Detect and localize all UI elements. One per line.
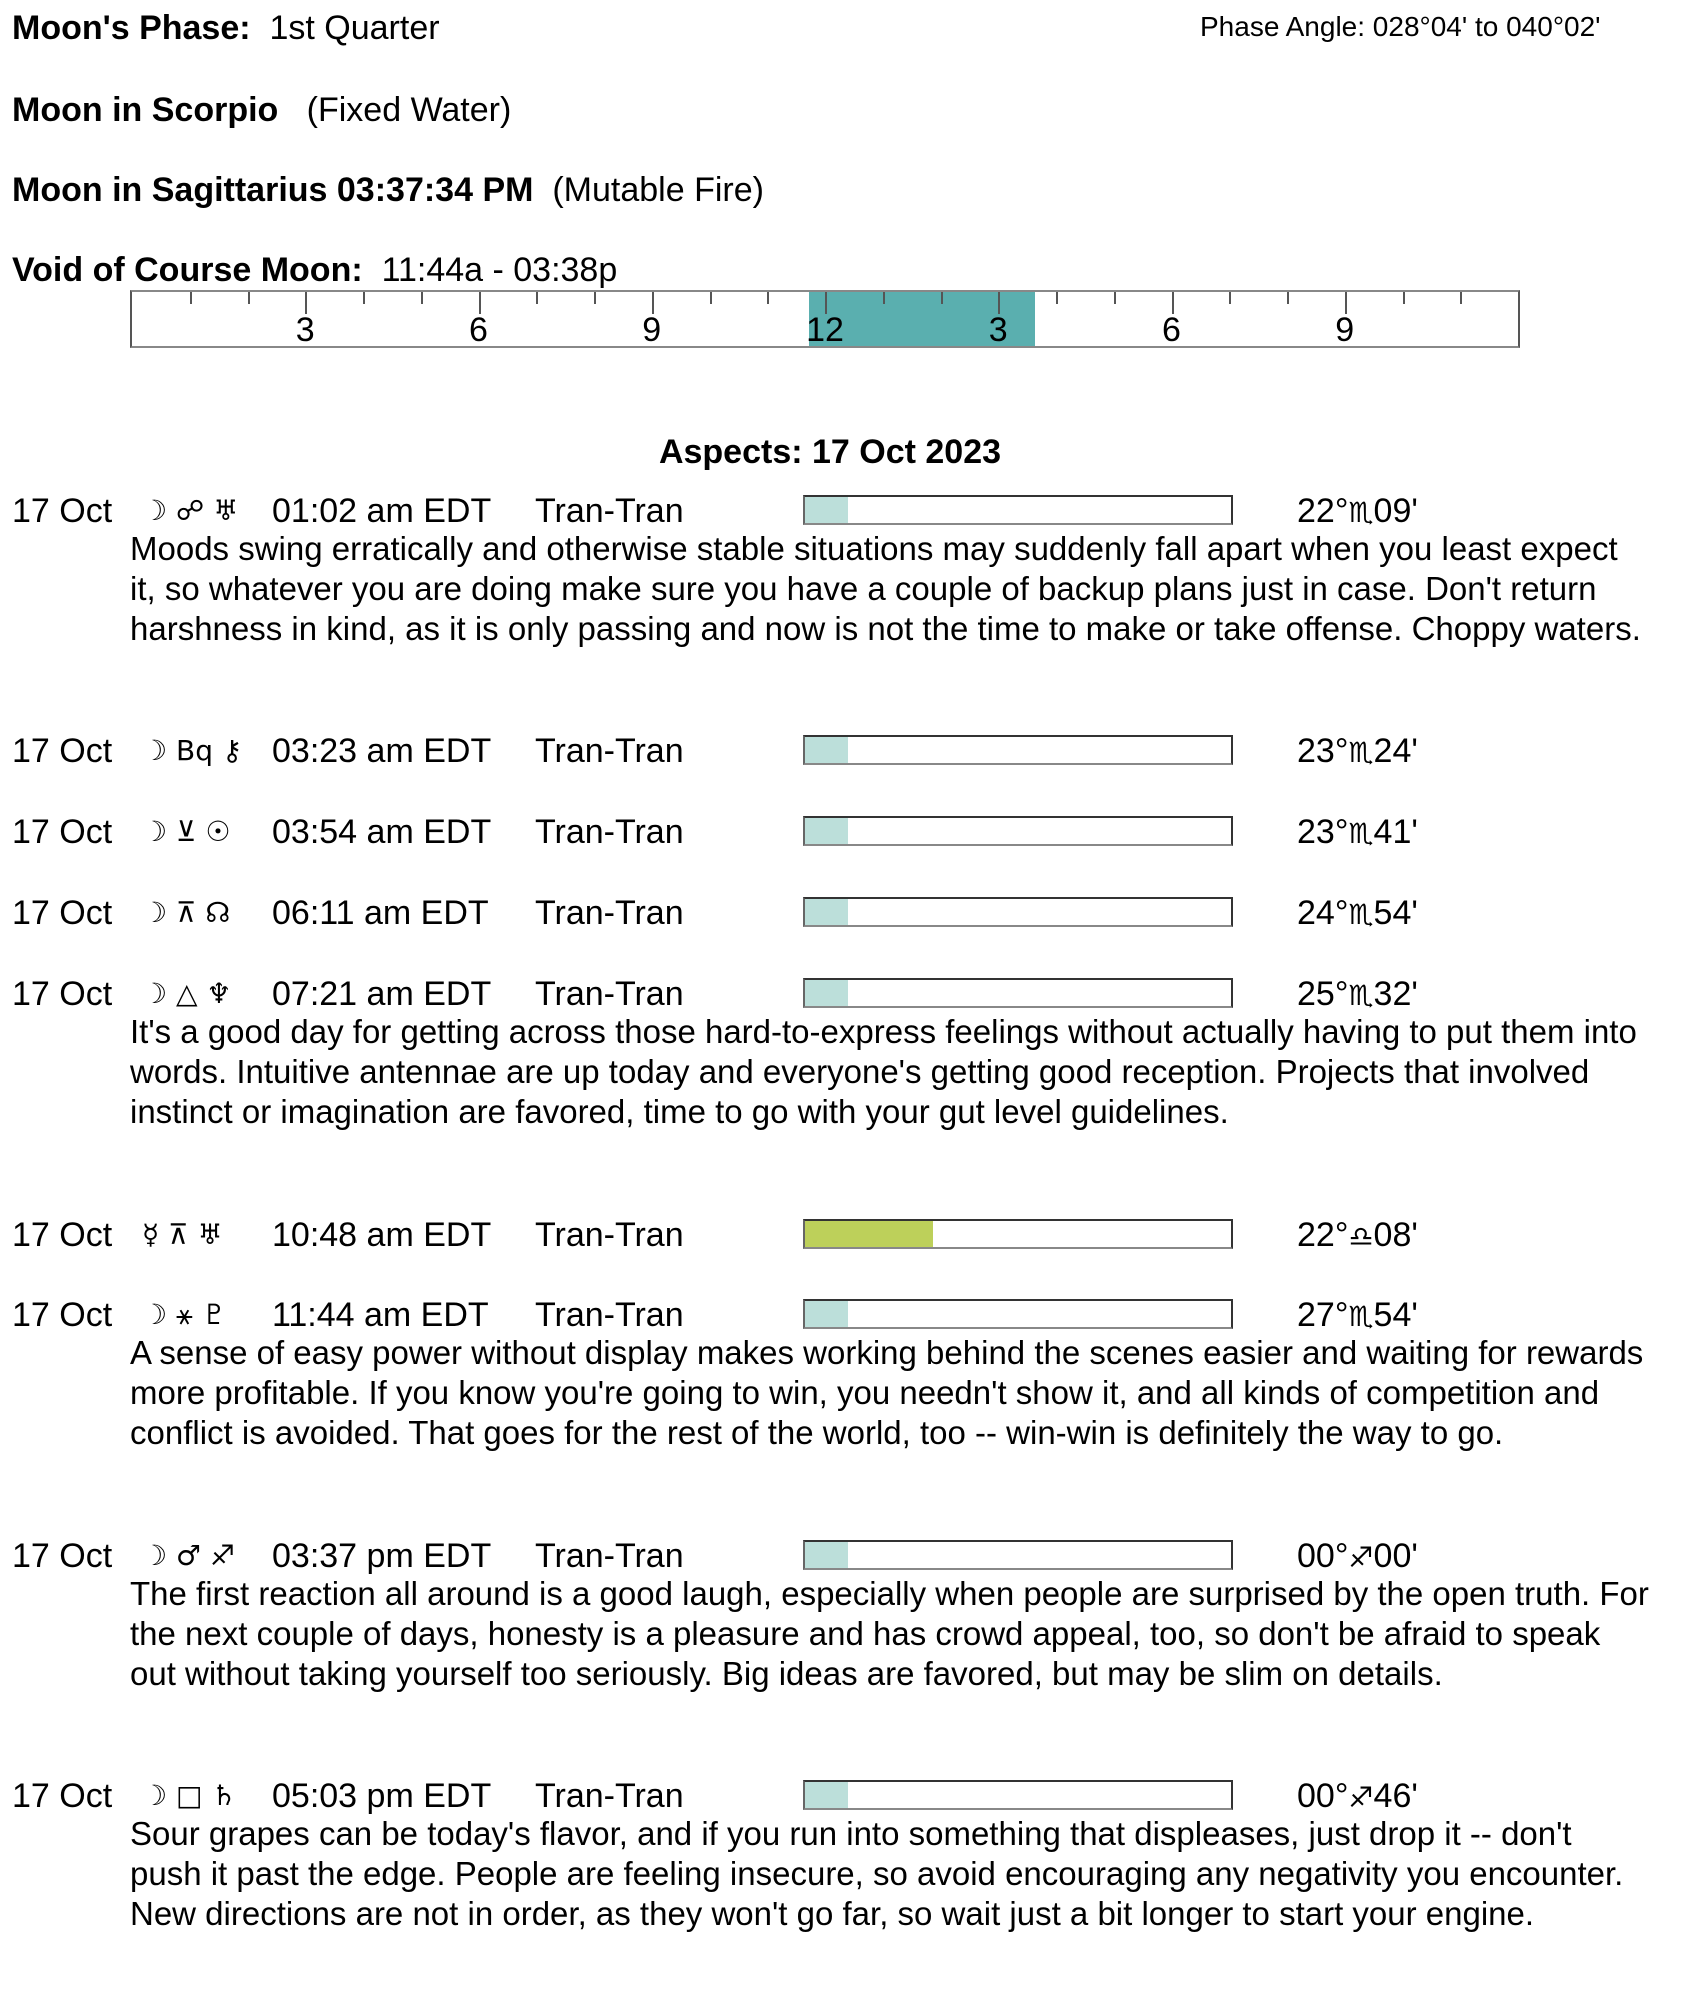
aspect-row xyxy=(12,812,1672,852)
moon-ingress-label: Moon in Sagittarius 03:37:34 PM xyxy=(12,171,534,209)
aspect-position xyxy=(1297,731,1418,773)
aspect-date: 17 Oct xyxy=(12,1777,113,1815)
aspect-time: 11:44 am EDT xyxy=(272,1296,489,1334)
aspect-row xyxy=(12,1295,1672,1335)
aspect-strength-fill xyxy=(805,899,848,925)
zodiac-sign-icon: ♏ xyxy=(1348,979,1374,1012)
aspect-time: 07:21 am EDT xyxy=(272,975,492,1013)
aspect-position xyxy=(1297,974,1418,1016)
ruler-tick xyxy=(767,292,769,304)
aspect-description: The first reaction all around is a good laugh, especially when people are surprised by the open truth. For the next couple of days, honesty is a pleasure and has crowd appeal, too, so don't be afraid to speak out without taking yourself too seriously. Big ideas are favored, but may be slim on details. xyxy=(130,1575,1649,1692)
aspect-glyphs-icon: ☽ □ ♄ xyxy=(142,1779,237,1812)
aspect-minutes: 54' xyxy=(1373,894,1418,932)
voc-value: 11:44a - 03:38p xyxy=(381,251,618,289)
aspect-glyphs-icon: ☽ ♂ ♐ xyxy=(142,1539,236,1572)
ruler-hour-label: 9 xyxy=(1335,311,1355,349)
aspect-strength-fill xyxy=(805,737,848,763)
phase-angle: Phase Angle: 028°04' to 040°02' xyxy=(1200,11,1601,42)
ruler-hour-label: 9 xyxy=(642,311,662,349)
ruler-hour-label: 12 xyxy=(806,311,844,349)
aspect-degree: 24° xyxy=(1297,894,1349,932)
ruler-tick xyxy=(1056,292,1058,304)
aspect-position xyxy=(1297,491,1418,533)
aspect-position xyxy=(1297,812,1418,854)
aspect-row xyxy=(12,1776,1672,1816)
aspect-time: 03:23 am EDT xyxy=(272,732,492,770)
aspect-degree: 00° xyxy=(1297,1537,1349,1575)
aspect-date: 17 Oct xyxy=(12,1296,113,1334)
ruler-tick xyxy=(248,292,250,304)
aspect-kind: Tran-Tran xyxy=(535,1216,684,1254)
aspect-time: 03:54 am EDT xyxy=(272,813,492,851)
aspect-minutes: 08' xyxy=(1373,1216,1418,1254)
zodiac-sign-icon: ♏ xyxy=(1348,496,1374,529)
ruler-tick xyxy=(421,292,423,304)
aspect-row xyxy=(12,491,1672,531)
moon-ingress-line xyxy=(12,170,764,210)
moon-ingress-quality: (Mutable Fire) xyxy=(552,171,764,209)
aspect-strength-bar xyxy=(803,816,1233,846)
aspect-degree: 23° xyxy=(1297,813,1349,851)
aspect-minutes: 41' xyxy=(1373,813,1418,851)
ruler-hour-label: 3 xyxy=(295,311,315,349)
aspect-date: 17 Oct xyxy=(12,894,113,932)
moon-sign-label: Moon in Scorpio xyxy=(12,91,279,129)
aspect-description: A sense of easy power without display makes working behind the scenes easier and waiting for rewards more profitable. If you know you're going to win, you needn't show it, and all kinds of competition and conflict is avoided. That goes for the rest of the world, too -- win-win is definitely the way to go. xyxy=(130,1334,1644,1451)
moon-sign-line xyxy=(12,90,511,130)
zodiac-sign-icon: ♐ xyxy=(1348,1541,1374,1574)
aspect-kind: Tran-Tran xyxy=(535,1537,684,1575)
aspect-date: 17 Oct xyxy=(12,1537,113,1575)
aspect-position xyxy=(1297,1295,1418,1337)
aspect-position xyxy=(1297,1215,1418,1257)
aspect-description: Sour grapes can be today's flavor, and if you run into something that displeases, just drop it -- don't push it past the edge. People are feeling insecure, so avoid encouraging any negativity you encounter. New directions are not in order, as they won't go far, so wait just a bit longer to start your engine. xyxy=(130,1815,1624,1932)
aspect-glyphs-icon: ☽ ⊼ ☊ xyxy=(142,896,231,929)
aspect-strength-bar xyxy=(803,978,1233,1008)
void-of-course-timeline xyxy=(130,290,1520,348)
aspect-strength-fill xyxy=(805,1782,848,1808)
aspect-strength-bar xyxy=(803,495,1233,525)
aspect-degree: 23° xyxy=(1297,732,1349,770)
ruler-tick xyxy=(1460,292,1462,304)
aspect-degree: 22° xyxy=(1297,492,1349,530)
aspect-kind: Tran-Tran xyxy=(535,975,684,1013)
aspect-strength-fill xyxy=(805,980,848,1006)
aspect-strength-fill xyxy=(805,1542,848,1568)
aspect-kind: Tran-Tran xyxy=(535,813,684,851)
aspect-description: Moods swing erratically and otherwise stable situations may suddenly fall apart when you least expect it, so whatever you are doing make sure you have a couple of backup plans just in case. Don't return harshness in kind, as it is only passing and now is not the time to make or take offense. Choppy waters. xyxy=(130,530,1641,647)
ruler-tick xyxy=(1287,292,1289,304)
ruler-tick xyxy=(594,292,596,304)
aspect-kind: Tran-Tran xyxy=(535,1296,684,1334)
zodiac-sign-icon: ♏ xyxy=(1348,898,1374,931)
aspect-strength-bar xyxy=(803,897,1233,927)
zodiac-sign-icon: ♏ xyxy=(1348,736,1374,769)
aspect-degree: 25° xyxy=(1297,975,1349,1013)
ruler-tick xyxy=(1114,292,1116,304)
aspect-glyphs-icon: ☿ ⊼ ♅ xyxy=(142,1218,223,1251)
aspect-strength-bar xyxy=(803,1540,1233,1570)
aspect-time: 01:02 am EDT xyxy=(272,492,492,530)
aspect-glyphs-icon: ☽ ⚹ ♇ xyxy=(142,1298,227,1331)
aspect-date: 17 Oct xyxy=(12,492,113,530)
aspect-kind: Tran-Tran xyxy=(535,732,684,770)
moon-phase-value: 1st Quarter xyxy=(269,9,440,47)
aspect-position xyxy=(1297,1776,1418,1818)
aspect-strength-fill xyxy=(805,1221,933,1247)
ruler-tick xyxy=(536,292,538,304)
void-of-course-line xyxy=(12,250,617,290)
aspect-position xyxy=(1297,1536,1418,1578)
aspects-title: Aspects: 17 Oct 2023 xyxy=(658,433,1002,471)
aspect-kind: Tran-Tran xyxy=(535,894,684,932)
ruler-tick xyxy=(941,292,943,304)
aspect-strength-bar xyxy=(803,735,1233,765)
aspect-minutes: 24' xyxy=(1373,732,1418,770)
moon-phase-line xyxy=(12,8,440,48)
aspect-degree: 00° xyxy=(1297,1777,1349,1815)
aspect-date: 17 Oct xyxy=(12,732,113,770)
aspect-minutes: 00' xyxy=(1373,1537,1418,1575)
aspect-kind: Tran-Tran xyxy=(535,492,684,530)
aspect-row xyxy=(12,974,1672,1014)
aspect-row xyxy=(12,893,1672,933)
aspect-date: 17 Oct xyxy=(12,1216,113,1254)
zodiac-sign-icon: ♏ xyxy=(1348,1300,1374,1333)
aspect-row xyxy=(12,1215,1672,1255)
aspect-row xyxy=(12,731,1672,771)
ruler-hour-label: 3 xyxy=(988,311,1008,349)
aspect-glyphs-icon: ☽ △ ♆ xyxy=(142,977,232,1010)
aspect-minutes: 46' xyxy=(1373,1777,1418,1815)
zodiac-sign-icon: ♏ xyxy=(1348,817,1374,850)
aspect-position xyxy=(1297,893,1418,935)
aspect-strength-fill xyxy=(805,818,848,844)
ruler-tick xyxy=(1229,292,1231,304)
ruler-tick xyxy=(1403,292,1405,304)
aspect-time: 10:48 am EDT xyxy=(272,1216,492,1254)
aspect-strength-fill xyxy=(805,497,848,523)
aspect-strength-bar xyxy=(803,1780,1233,1810)
ruler-hour-label: 6 xyxy=(469,311,488,349)
aspect-time: 06:11 am EDT xyxy=(272,894,489,932)
aspect-date: 17 Oct xyxy=(12,813,113,851)
aspect-strength-bar xyxy=(803,1299,1233,1329)
moon-sign-quality: (Fixed Water) xyxy=(306,91,512,129)
zodiac-sign-icon: ♎ xyxy=(1348,1220,1374,1253)
voc-label: Void of Course Moon: xyxy=(12,251,363,289)
aspect-time: 05:03 pm EDT xyxy=(272,1777,492,1815)
ruler-tick xyxy=(363,292,365,304)
aspect-minutes: 09' xyxy=(1373,492,1418,530)
aspect-description: It's a good day for getting across those hard-to-express feelings without actually having to put them into words. Intuitive antennae are up today and everyone's getting good reception. Projects that involved instinct or imagination are favored, time to go with your gut level guidelines. xyxy=(130,1013,1637,1130)
aspect-glyphs-icon: ☽ ⊻ ☉ xyxy=(142,815,231,848)
aspect-kind: Tran-Tran xyxy=(535,1777,684,1815)
aspect-degree: 22° xyxy=(1297,1216,1349,1254)
moon-phase-label: Moon's Phase: xyxy=(12,9,251,47)
zodiac-sign-icon: ♐ xyxy=(1348,1781,1374,1814)
aspect-degree: 27° xyxy=(1297,1296,1349,1334)
ruler-tick xyxy=(190,292,192,304)
aspect-minutes: 32' xyxy=(1373,975,1418,1013)
aspect-strength-fill xyxy=(805,1301,848,1327)
aspect-row xyxy=(12,1536,1672,1576)
aspect-date: 17 Oct xyxy=(12,975,113,1013)
ruler-tick xyxy=(710,292,712,304)
aspect-strength-bar xyxy=(803,1219,1233,1249)
aspect-glyphs-icon: ☽ Bq ⚷ xyxy=(142,734,243,767)
aspect-glyphs-icon: ☽ ☍ ♅ xyxy=(142,494,239,527)
aspect-minutes: 54' xyxy=(1373,1296,1418,1334)
ruler-hour-label: 6 xyxy=(1162,311,1181,349)
ruler-tick xyxy=(883,292,885,304)
aspect-time: 03:37 pm EDT xyxy=(272,1537,492,1575)
